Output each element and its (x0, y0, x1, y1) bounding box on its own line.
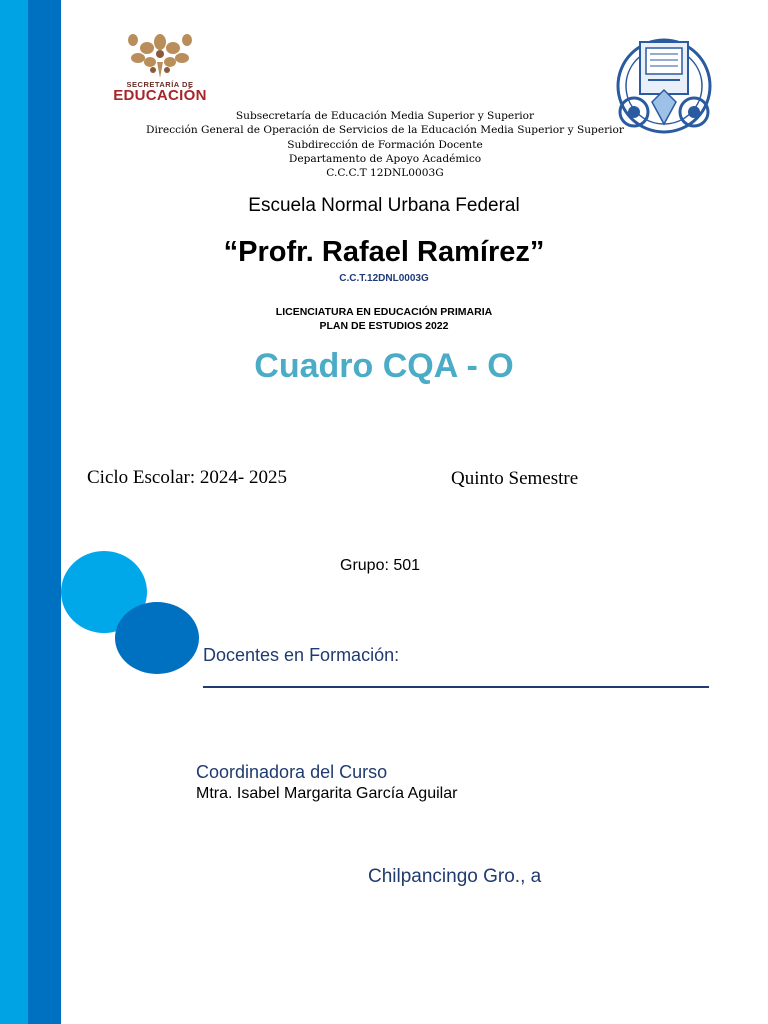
header-line: Subsecretaría de Educación Media Superior y Superior (235, 110, 535, 122)
header-line: Departamento de Apoyo Académico (288, 152, 482, 165)
header-line: C.C.C.T 12DNL0003G (326, 167, 444, 180)
decorative-circle-dark (115, 602, 199, 674)
grupo: Grupo: 501 (340, 557, 421, 574)
header-institution-lines (120, 109, 650, 180)
left-accent-bar-dark (28, 0, 61, 1024)
semestre: Quinto Semestre (451, 468, 579, 489)
educacion-label: EDUCACIÓN (113, 87, 207, 104)
secretaria-label: SECRETARÍA DE (126, 80, 194, 89)
school-name: Escuela Normal Urbana Federal (248, 195, 520, 216)
left-accent-bar-light (0, 0, 28, 1024)
header-line: Subdirección de Formación Docente (287, 138, 483, 151)
coordinadora-label: Coordinadora del Curso (196, 762, 388, 782)
signature-line (203, 686, 709, 688)
tree-emblem-icon (95, 32, 225, 80)
coordinadora-name: Mtra. Isabel Margarita García Aguilar (196, 785, 458, 802)
ciclo-escolar: Ciclo Escolar: 2024- 2025 (87, 467, 287, 488)
docentes-label: Docentes en Formación: (203, 645, 400, 665)
secretaria-educacion-logo (95, 32, 225, 104)
school-title: “Profr. Rafael Ramírez” (223, 236, 545, 268)
program-info (0, 305, 768, 333)
city-date: Chilpancingo Gro., a (368, 866, 542, 887)
header-line: Dirección General de Operación de Servicios de la Educación Media Superior y Superior (145, 124, 624, 137)
school-cct: C.C.T.12DNL0003G (339, 273, 429, 284)
plan-label: PLAN DE ESTUDIOS 2022 (319, 320, 449, 332)
document-title: Cuadro CQA - O (254, 347, 514, 385)
licenciatura-label: LICENCIATURA EN EDUCACIÓN PRIMARIA (275, 306, 493, 318)
